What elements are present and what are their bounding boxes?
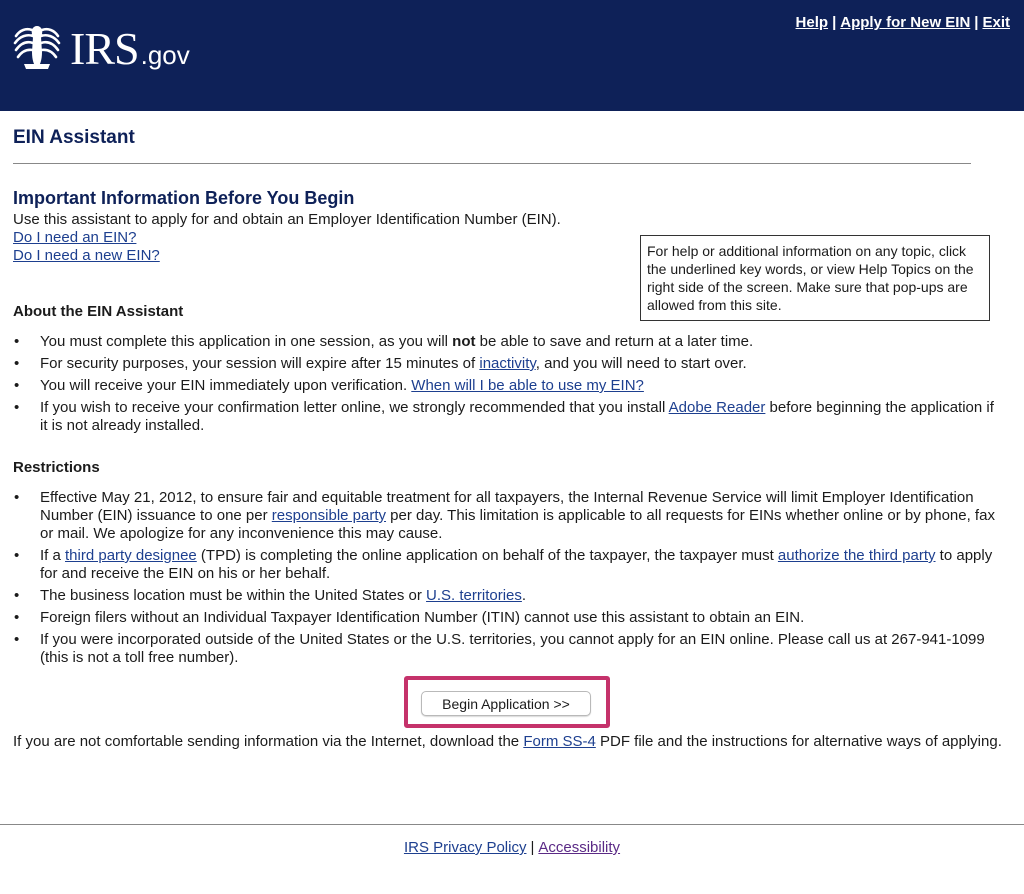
irs-eagle-icon xyxy=(10,22,64,72)
about-list xyxy=(13,333,1003,439)
need-new-ein-link[interactable]: Do I need a new EIN? xyxy=(13,247,160,264)
us-territories-link[interactable]: U.S. territories xyxy=(426,587,522,604)
third-party-designee-link[interactable]: third party designee xyxy=(65,547,197,564)
title-divider xyxy=(13,163,971,164)
text: If you wish to receive your confirmation letter online, we strongly recommended that you install xyxy=(40,399,669,416)
page-title: EIN Assistant xyxy=(13,127,135,148)
irs-logo[interactable] xyxy=(10,20,190,72)
intro-heading: Important Information Before You Begin xyxy=(13,188,355,208)
begin-application-button[interactable]: Begin Application >> xyxy=(421,691,591,716)
top-navigation xyxy=(796,14,1010,32)
help-info-box: For help or additional information on any topic, click the underlined key words, or view Help Topics on the right side of the screen. Make sure that pop-ups are allowed from this site. xyxy=(640,235,990,321)
text: . xyxy=(521,587,527,604)
text: If a xyxy=(40,547,66,564)
outro-text xyxy=(13,733,1003,751)
inactivity-link[interactable]: inactivity xyxy=(479,355,536,372)
responsible-party-link[interactable]: responsible party xyxy=(271,507,387,524)
text: before beginning the application if it is not already installed. xyxy=(40,399,994,434)
text: For security purposes, your session will expire after 15 minutes of xyxy=(40,355,480,372)
list-item xyxy=(13,547,1003,583)
text: , and you will need to start over. xyxy=(535,355,747,372)
text: PDF file and the instructions for alternative ways of applying. xyxy=(595,733,1002,750)
list-item xyxy=(13,355,1003,373)
need-ein-link[interactable]: Do I need an EIN? xyxy=(13,229,137,246)
text: Foreign filers without an Individual Taxpayer Identification Number (ITIN) cannot use this assistant to obtain an EIN. xyxy=(40,609,805,626)
apply-new-ein-link[interactable]: Apply for New EIN xyxy=(840,14,971,31)
help-link[interactable]: Help xyxy=(795,14,829,31)
logo-irs-text: IRS xyxy=(70,23,139,74)
site-footer xyxy=(0,839,1024,857)
list-item xyxy=(13,399,1003,435)
intro-text: Use this assistant to apply for and obtain an Employer Identification Number (EIN). xyxy=(13,211,561,228)
text: (TPD) is completing the online application on behalf of the taxpayer, the taxpayer must xyxy=(196,547,778,564)
site-header xyxy=(0,0,1024,111)
use-ein-when-link[interactable]: When will I be able to use my EIN? xyxy=(411,377,644,394)
text: be able to save and return at a later time. xyxy=(475,333,754,350)
restrictions-list xyxy=(13,489,1003,671)
nav-separator: | xyxy=(974,14,979,31)
text: per day. This limitation is applicable to all requests for EINs whether online or by phone, fax or mail. We apologize for any inconvenience this may cause. xyxy=(40,507,995,542)
restrictions-heading: Restrictions xyxy=(13,459,100,476)
authorize-third-party-link[interactable]: authorize the third party xyxy=(777,547,936,564)
logo-gov-text: .gov xyxy=(140,40,190,70)
list-item xyxy=(13,587,1003,605)
text: You must complete this application in one session, as you will xyxy=(40,333,453,350)
list-item xyxy=(13,489,1003,543)
footer-divider xyxy=(0,824,1024,825)
emphasis-text: not xyxy=(452,333,476,350)
footer-separator: | xyxy=(530,839,535,856)
list-item xyxy=(13,609,1003,627)
text: Effective May 21, 2012, to ensure fair and equitable treatment for all taxpayers, the Internal Revenue Service will limit Employer Identification Number (EIN) issuance to one per xyxy=(40,489,974,524)
list-item xyxy=(13,333,1003,351)
about-heading: About the EIN Assistant xyxy=(13,303,184,320)
text: to apply for and receive the EIN on his or her behalf. xyxy=(40,547,993,582)
privacy-policy-link[interactable]: IRS Privacy Policy xyxy=(403,839,527,856)
text: The business location must be within the United States or xyxy=(40,587,427,604)
text: You will receive your EIN immediately upon verification. xyxy=(40,377,412,394)
text: If you were incorporated outside of the United States or the U.S. territories, you cannot apply for an EIN online. Please call us at 267-941-1099 (this is not a toll free number). xyxy=(40,631,985,666)
text: If you are not comfortable sending information via the Internet, download the xyxy=(13,733,524,750)
nav-separator: | xyxy=(832,14,837,31)
accessibility-link[interactable]: Accessibility xyxy=(538,839,621,856)
adobe-reader-link[interactable]: Adobe Reader xyxy=(668,399,766,416)
form-ss4-link[interactable]: Form SS-4 xyxy=(523,733,596,750)
list-item xyxy=(13,377,1003,395)
exit-link[interactable]: Exit xyxy=(982,14,1010,31)
list-item xyxy=(13,631,1003,667)
